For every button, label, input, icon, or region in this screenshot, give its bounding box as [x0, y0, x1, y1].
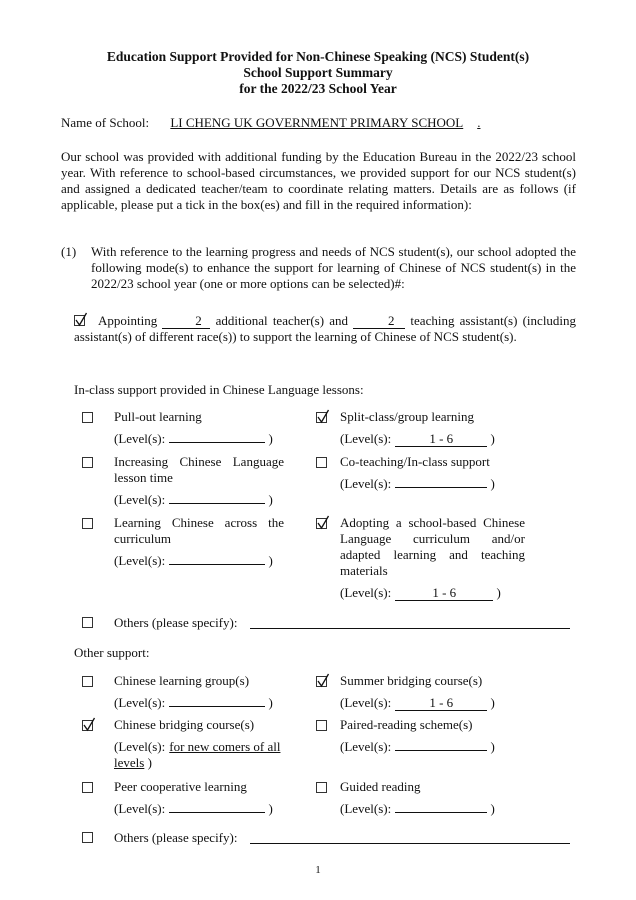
checkmark-icon [316, 673, 330, 688]
other-chinese-learning-group-s-level-value[interactable] [169, 706, 265, 707]
appointing-text [74, 313, 576, 345]
inclass-heading: In-class support provided in Chinese Language lessons: [74, 382, 364, 397]
other-chinese-bridging-course-s-label: Chinese bridging course(s) [114, 717, 255, 732]
inclass-pull-out-learning-level [114, 431, 273, 447]
appointing-mid: additional teacher(s) and [215, 313, 349, 328]
level-prefix: (Level(s): [114, 739, 166, 754]
level-suffix: ) [487, 476, 495, 491]
inclass-split-class-group-learning-label: Split-class/group learning [340, 409, 474, 424]
other-chinese-learning-group-s-checkbox[interactable] [82, 676, 93, 687]
other-others-checkbox[interactable] [82, 832, 93, 843]
other-support-heading: Other support: [74, 645, 150, 660]
assistants-count[interactable]: 2 [353, 314, 405, 329]
level-suffix: ) [487, 431, 495, 446]
inclass-adopting-a-school-based-chines-level [340, 585, 501, 601]
inclass-adopting-a-school-based-chines-checkbox[interactable] [316, 518, 327, 529]
school-name-end: . [477, 115, 481, 130]
teachers-count[interactable]: 2 [162, 314, 210, 329]
inclass-adopting-a-school-based-chines-label: Adopting a school-based Chinese Language curriculum and/or adapted learning and teaching materials [340, 515, 525, 578]
inclass-co-teaching-in-class-support-checkbox[interactable] [316, 457, 327, 468]
inclass-pull-out-learning-label: Pull-out learning [114, 409, 202, 424]
other-peer-cooperative-learning-label: Peer cooperative learning [114, 779, 247, 794]
inclass-learning-chinese-across-the-cu-level-value[interactable] [169, 564, 265, 565]
inclass-pull-out-learning-checkbox[interactable] [82, 412, 93, 423]
other-peer-cooperative-learning-checkbox[interactable] [82, 782, 93, 793]
section1-number: (1) [61, 244, 77, 259]
other-chinese-bridging-course-s-checkbox[interactable] [82, 720, 93, 731]
other-guided-reading-label: Guided reading [340, 779, 421, 794]
level-suffix: ) [265, 695, 273, 710]
section1-text: With reference to the learning progress and needs of NCS student(s), our school adopted the following mode(s) to enhance the support for learning of Chinese of NCS student(s) in the 2022/23 school year (one or more options can be selected)#: [91, 244, 576, 291]
inclass-others-checkbox[interactable] [82, 617, 93, 628]
level-prefix: (Level(s): [340, 801, 392, 816]
other-paired-reading-scheme-s-level-value[interactable] [395, 750, 487, 751]
other-chinese-learning-group-s-level [114, 695, 273, 711]
doc-title-line2: School Support Summary [243, 65, 393, 80]
appointing-rest: teaching assistant(s) (including assistant(s) of different race(s)) to support the learning of Chinese of NCS student(s). [74, 313, 577, 344]
inclass-increasing-chinese-language-le-label: Increasing Chinese Language lesson time [114, 454, 284, 485]
other-guided-reading-level-value[interactable] [395, 812, 487, 813]
other-others-label: Others (please specify): [114, 830, 238, 845]
other-guided-reading-checkbox[interactable] [316, 782, 327, 793]
level-suffix: ) [487, 695, 495, 710]
inclass-split-class-group-learning-level [340, 431, 495, 447]
level-prefix: (Level(s): [114, 553, 166, 568]
level-prefix: (Level(s): [340, 476, 392, 491]
checkmark-icon [316, 515, 330, 530]
inclass-pull-out-learning-level-value[interactable] [169, 442, 265, 443]
school-name-value: LI CHENG UK GOVERNMENT PRIMARY SCHOOL [170, 115, 464, 130]
other-paired-reading-scheme-s-label: Paired-reading scheme(s) [340, 717, 473, 732]
level-suffix: ) [265, 801, 273, 816]
level-suffix: ) [144, 755, 152, 770]
other-peer-cooperative-learning-level [114, 801, 273, 817]
level-suffix: ) [265, 431, 273, 446]
other-chinese-bridging-course-s-level-value[interactable]: for new comers of all levels [114, 739, 281, 770]
school-name-row [61, 115, 480, 131]
inclass-increasing-chinese-language-le-level [114, 492, 273, 508]
other-chinese-bridging-course-s-level [114, 739, 284, 771]
inclass-learning-chinese-across-the-cu-label: Learning Chinese across the curriculum [114, 515, 284, 546]
level-prefix: (Level(s): [114, 431, 166, 446]
inclass-increasing-chinese-language-le-checkbox[interactable] [82, 457, 93, 468]
inclass-increasing-chinese-language-le-level-value[interactable] [169, 503, 265, 504]
inclass-co-teaching-in-class-support-level-value[interactable] [395, 487, 487, 488]
level-suffix: ) [487, 801, 495, 816]
doc-title-line3: for the 2022/23 School Year [239, 81, 397, 96]
level-prefix: (Level(s): [114, 695, 166, 710]
inclass-split-class-group-learning-checkbox[interactable] [316, 412, 327, 423]
doc-title-line1: Education Support Provided for Non-Chinese Speaking (NCS) Student(s) [106, 49, 530, 64]
intro-paragraph: Our school was provided with additional funding by the Education Bureau in the 2022/23 school year. With reference to school-based circumstances, we provided support for our NCS student(s) and assigned a dedicated teacher/team to coordinate relating matters. Details are as follows (if applicable, please put a tick in the box(es) and fill in the required information): [61, 149, 576, 212]
level-suffix: ) [493, 585, 501, 600]
page-number: 1 [315, 864, 321, 876]
inclass-co-teaching-in-class-support-label: Co-teaching/In-class support [340, 454, 490, 469]
other-summer-bridging-course-s-checkbox[interactable] [316, 676, 327, 687]
level-prefix: (Level(s): [340, 431, 392, 446]
level-suffix: ) [265, 492, 273, 507]
other-summer-bridging-course-s-level [340, 695, 495, 711]
checkmark-icon [82, 717, 96, 732]
level-prefix: (Level(s): [340, 585, 392, 600]
other-paired-reading-scheme-s-checkbox[interactable] [316, 720, 327, 731]
other-others-input[interactable] [250, 843, 570, 844]
inclass-adopting-a-school-based-chines-level-value[interactable]: 1 - 6 [395, 586, 493, 601]
other-summer-bridging-course-s-level-value[interactable]: 1 - 6 [395, 696, 487, 711]
level-prefix: (Level(s): [114, 492, 166, 507]
level-prefix: (Level(s): [340, 695, 392, 710]
other-peer-cooperative-learning-level-value[interactable] [169, 812, 265, 813]
inclass-learning-chinese-across-the-cu-level [114, 553, 273, 569]
inclass-others-input[interactable] [250, 628, 570, 629]
other-paired-reading-scheme-s-level [340, 739, 495, 755]
checkmark-icon [316, 409, 330, 424]
other-summer-bridging-course-s-label: Summer bridging course(s) [340, 673, 483, 688]
other-guided-reading-level [340, 801, 495, 817]
level-suffix: ) [487, 739, 495, 754]
other-chinese-learning-group-s-label: Chinese learning group(s) [114, 673, 250, 688]
inclass-split-class-group-learning-level-value[interactable]: 1 - 6 [395, 432, 487, 447]
appointing-word: Appointing [98, 313, 158, 328]
inclass-learning-chinese-across-the-cu-checkbox[interactable] [82, 518, 93, 529]
inclass-co-teaching-in-class-support-level [340, 476, 495, 492]
school-name-label: Name of School: [61, 115, 150, 130]
inclass-others-label: Others (please specify): [114, 615, 238, 630]
level-prefix: (Level(s): [340, 739, 392, 754]
level-suffix: ) [265, 553, 273, 568]
level-prefix: (Level(s): [114, 801, 166, 816]
